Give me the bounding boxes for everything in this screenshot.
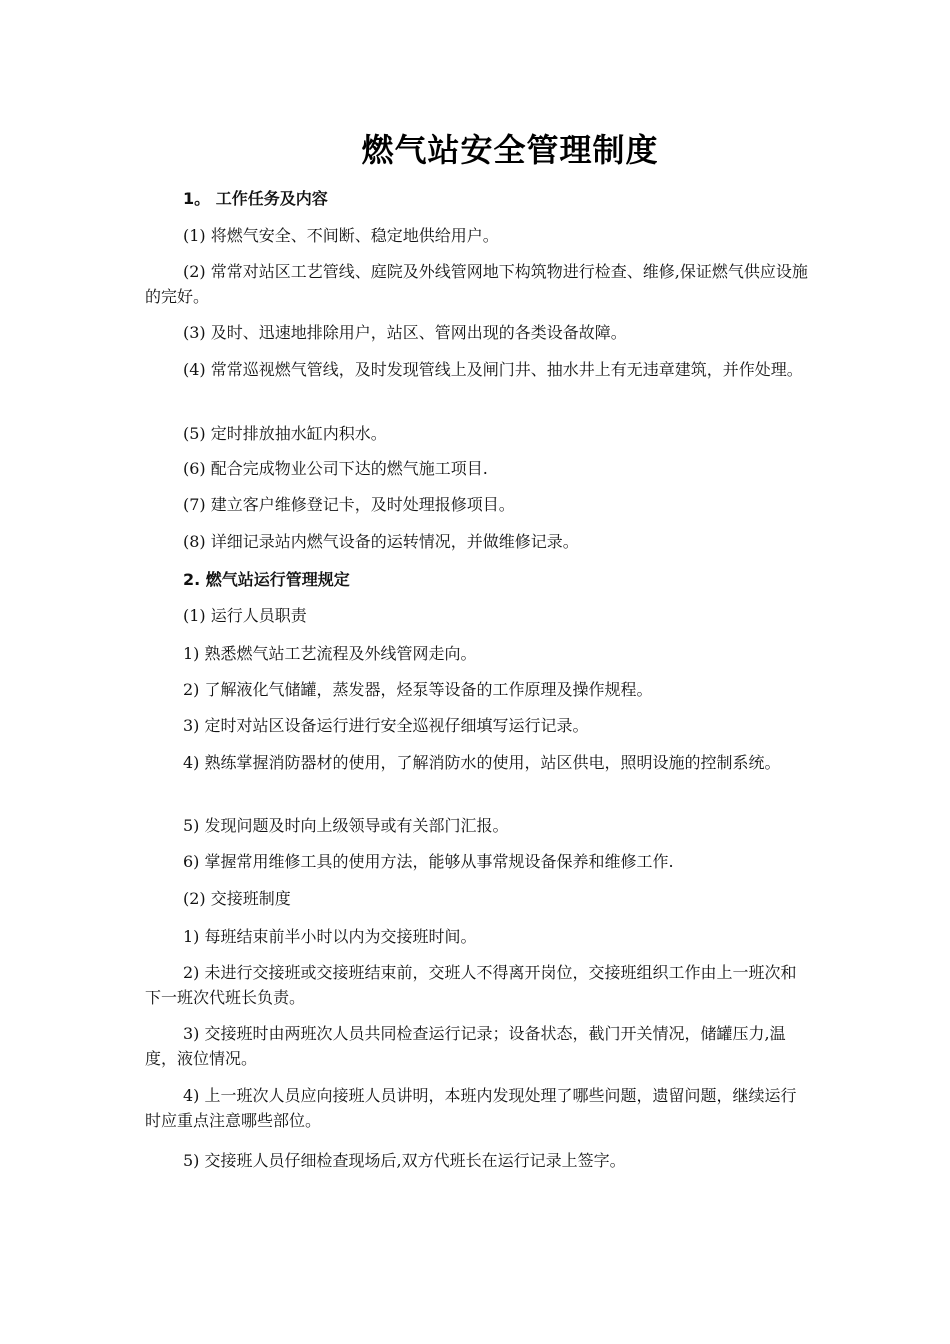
paragraph: 1) 熟悉燃气站工艺流程及外线管网走向。 <box>183 644 477 663</box>
paragraph: (2) 交接班制度 <box>183 889 291 908</box>
paragraph: (7) 建立客户维修登记卡，及时处理报修项目。 <box>183 495 515 514</box>
section-heading: 2. 燃气站运行管理规定 <box>183 570 350 589</box>
paragraph: (3) 及时、迅速地排除用户，站区、管网出现的各类设备故障。 <box>183 323 627 342</box>
paragraph: (4) 常常巡视燃气管线，及时发现管线上及闸门井、抽水井上有无违章建筑，并作处理。 <box>183 360 803 379</box>
paragraph: 3) 定时对站区设备运行进行安全巡视仔细填写运行记录。 <box>183 716 589 735</box>
paragraph: 5) 交接班人员仔细检查现场后,双方代班长在运行记录上签字。 <box>183 1151 626 1170</box>
paragraph: 1) 每班结束前半小时以内为交接班时间。 <box>183 927 477 946</box>
paragraph: (8) 详细记录站内燃气设备的运转情况，并做维修记录。 <box>183 532 579 551</box>
paragraph: (1) 将燃气安全、不间断、稳定地供给用户。 <box>183 226 499 245</box>
paragraph: 6) 掌握常用维修工具的使用方法，能够从事常规设备保养和维修工作. <box>183 852 674 871</box>
paragraph: 3) 交接班时由两班次人员共同检查运行记录；设备状态，截门开关情况，储罐压力,温度，液位情况。 <box>145 1024 786 1068</box>
paragraph: (5) 定时排放抽水缸内积水。 <box>183 424 387 443</box>
paragraph: 5) 发现问题及时向上级领导或有关部门汇报。 <box>183 816 509 835</box>
paragraph: 4) 熟练掌握消防器材的使用，了解消防水的使用，站区供电，照明设施的控制系统。 <box>183 753 781 772</box>
paragraph: 4) 上一班次人员应向接班人员讲明，本班内发现处理了哪些问题，遗留问题，继续运行时应重点注意哪些部位。 <box>145 1086 797 1130</box>
paragraph: (2) 常常对站区工艺管线、庭院及外线管网地下构筑物进行检查、维修,保证燃气供应设施的完好。 <box>145 262 808 306</box>
document-title: 燃气站安全管理制度 <box>361 131 659 169</box>
section-heading: 1。 工作任务及内容 <box>183 189 328 208</box>
paragraph: 2) 了解液化气储罐，蒸发器，烃泵等设备的工作原理及操作规程。 <box>183 680 653 699</box>
paragraph: 2) 未进行交接班或交接班结束前，交班人不得离开岗位，交接班组织工作由上一班次和下一班次代班长负责。 <box>145 963 797 1007</box>
paragraph: (1) 运行人员职责 <box>183 606 307 625</box>
paragraph: (6) 配合完成物业公司下达的燃气施工项目. <box>183 459 488 478</box>
